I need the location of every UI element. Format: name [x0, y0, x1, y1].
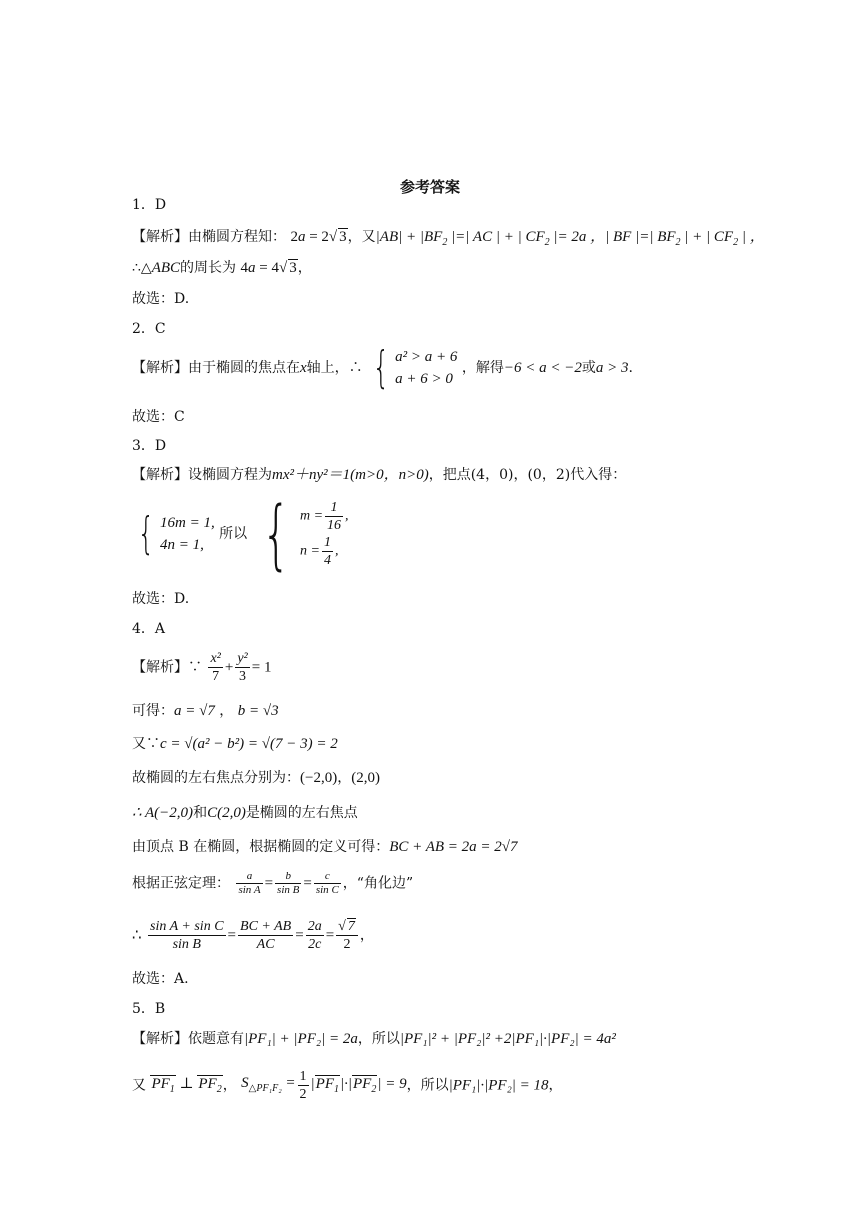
q3-number: 3．D — [132, 438, 167, 454]
q1-eq2: $|AB| + |BF_2$ |=| AC | + | $CF_2$ |= 2a ，| BF |=| $BF_2$ | + | $CF_2$ | ， — [375, 229, 765, 248]
q2-inequality-system: { a² > a + 6 a + 6 > 0 — [372, 342, 458, 393]
q4-answer: 故选：A. — [132, 971, 189, 987]
q5-number: 5．B — [132, 1001, 166, 1017]
q4-analysis-line6: 由顶点 B 在椭圆，根据椭圆的定义可得：BC + AB = 2a = 2√7 — [132, 839, 518, 855]
q5-analysis-line1: 【解析】依题意有|PF₁| + |PF₂| = 2a，所以|PF₁|² + |PF₂|² +2|PF₁|·|PF₂| = 4a² — [132, 1031, 616, 1047]
q4-analysis-line4: 故椭圆的左右焦点分别为：(−2,0)，(2,0) — [132, 770, 380, 786]
q3-analysis-line1: 【解析】设椭圆方程为mx²＋ny²＝1(m>0，n>0)，把点(4，0)，(0，2)代入得： — [132, 467, 627, 483]
q1-eq1: 2a = 2√ 3 — [290, 229, 347, 245]
page-title: 参考答案 — [399, 178, 460, 196]
analysis-tag: 【解析】 — [132, 229, 188, 245]
q4-analysis-line8: ∴ $\frac{\text{sin A + sin C}}{\text{sin B}}$ = $\frac{BC + AB}{AC}$ = $\frac{2a}{2c}$ = $\frac{√ 7}{2}$ ， — [132, 919, 374, 952]
q5-analysis-line2: 又 $PF_1$ ⊥ $PF_2$， $S_{\triangle PF_1F_2}$ = $\frac{1}{2}$ $|PF_1|\cdot|PF_2| = 9$，所以|PF₁|·|PF₂| = 18， — [132, 1069, 563, 1102]
q4-analysis-line5: ∴ A(−2,0)和C(2,0)是椭圆的左右焦点 — [132, 805, 358, 821]
q1-eq5: 4a = 4√ 3 — [240, 260, 297, 276]
q4-analysis-line3: 又∵c = √(a² − b²) = √(7 − 3) = 2 — [132, 736, 338, 752]
q1-answer: 故选：D. — [132, 291, 190, 307]
q4-analysis-line2: 可得：a = √7 ， b = √3 — [132, 703, 279, 719]
q2-number: 2．C — [132, 321, 166, 337]
q4-analysis-line7: 根据正弦定理： $\frac{a}{\text{sin A}}$ = $\frac{b}{\text{sin B}}$ = $\frac{c}{\text{sin C}}$ ，“角化边” — [132, 870, 414, 896]
q4-analysis-line1: 【解析】∵ $\frac{\text{x²}}{7}$ + $\frac{\text{y²}}{3}$ = 1 — [132, 651, 272, 684]
q4-number: 4．A — [132, 621, 166, 637]
q3-system: { 16m = 1, 4n = 1, 所以 { m = $\frac{1}{16}$ , n = $\frac{1}{4}$ , — [137, 489, 349, 578]
q1-analysis-line2: ∴△ABC的周长为 4a = 4√ 3， — [132, 260, 312, 276]
q3-answer: 故选：D. — [132, 591, 190, 607]
q2-answer: 故选：C — [132, 409, 185, 425]
q2-analysis-line1: 【解析】由于椭圆的焦点在x轴上，∴ { a² > a + 6 a + 6 > 0 ，解得−6 < a < −2或a > 3. — [132, 342, 633, 393]
q1-analysis-line1: 【解析】由椭圆方程知： 2a = 2√ 3，又$|AB| + |BF_2$ |=| AC | + | $CF_2$ |= 2a ，| BF |=| $BF_2$ | + | $CF_2$ | ， — [132, 229, 765, 248]
q1-number: 1．D — [132, 197, 167, 213]
